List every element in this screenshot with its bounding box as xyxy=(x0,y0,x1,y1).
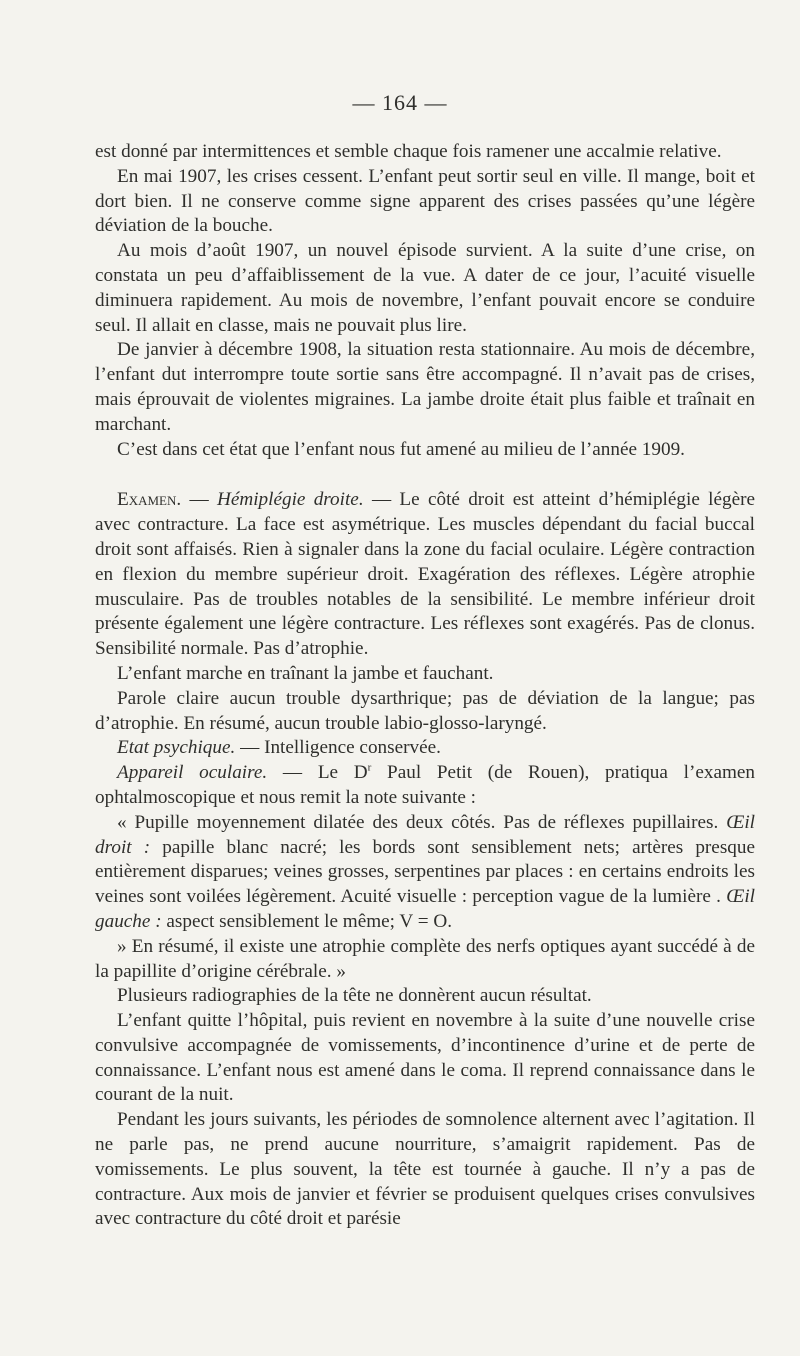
paragraph: Plusieurs radiographies de la tête ne donnèrent aucun résultat. xyxy=(117,985,592,1007)
page-body xyxy=(95,140,755,1232)
paragraph-examen: Examen. — Hémiplégie droite. — Le côté droit est atteint d’hémiplégie légère avec contracture. La face est asymétrique. Les muscles dépendant du facial buccal droit sont affaisés. Rien à signaler dans la zone du facial oculaire. Légère contraction en flexion du membre supérieur droit. Exagération des réflexes. Légère atrophie musculaire. Pas de troubles notables de la sensibilité. Le membre inférieur droit présente également une légère contracture. Les réflexes sont exagérés. Pas de clonus. Sensibilité normale. Pas d’atrophie. xyxy=(95,489,755,660)
page-number: — 164 — xyxy=(352,90,448,115)
paragraph: De janvier à décembre 1908, la situation resta stationnaire. Au mois de décembre, l’enfant dut interrompre toute sortie sans être accompagné. Il n’avait pas de crises, mais éprouvait de violentes migraines. La jambe droite était plus faible et traînait en marchant. xyxy=(95,339,755,435)
paragraph: C’est dans cet état que l’enfant nous fut amené au milieu de l’année 1909. xyxy=(117,438,685,460)
paragraph-appareil-oculaire: Appareil oculaire. — Le $D^r$ Paul Petit (de Rouen), pratiqua l’examen ophtalmoscopique et nous remit la note suivante : xyxy=(95,761,755,808)
paragraph: Parole claire aucun trouble dysarthrique; pas de déviation de la langue; pas d’atrophie. En résumé, aucun trouble labio-glosso-laryngé. xyxy=(95,687,755,734)
paragraph: Pendant les jours suivants, les périodes de somnolence alternent avec l’agitation. Il ne parle pas, ne prend aucune nourriture, s’amaigrit rapidement. Pas de vomissements. Le plus souvent, la tête est tournée à gauche. Il n’y a pas de contracture. Aux mois de janvier et février se produisent quelques crises convulsives avec contracture du côté droit et parésie xyxy=(95,1109,755,1230)
paragraph: En mai 1907, les crises cessent. L’enfant peut sortir seul en ville. Il mange, boit et dort bien. Il ne conserve comme signe apparent des crises passées qu’une légère déviation de la bouche. xyxy=(95,165,755,237)
section-label-examen: Examen. xyxy=(117,489,182,511)
paragraph-quote: « Pupille moyennement dilatée des deux côtés. Pas de réflexes pupillaires. Œil droit : papille blanc nacré; les bords sont sensiblement nets; artères presque entièrement disparues; veines grosses, serpentines par places : en certains endroits les veines sont voilées légèrement. Acuité visuelle : perception vague de la lumière . Œil gauche : aspect sensiblement le même; V = O. xyxy=(95,811,755,932)
paragraph: L’enfant quitte l’hôpital, puis revient en novembre à la suite d’une nouvelle crise convulsive accompagnée de vomissements, d’incontinence d’urine et de perte de connaissance. L’enfant nous est amené dans le coma. Il reprend connaissance dans le courant de la nuit. xyxy=(95,1010,755,1106)
subheading-hemiplegie: Hémiplégie droite. xyxy=(216,489,364,511)
paragraph-etat-psychique: Etat psychique. — Intelligence conservée. xyxy=(117,737,441,759)
paragraph: Au mois d’août 1907, un nouvel épisode survient. A la suite d’une crise, on constata un peu d’affaiblissement de la vue. A dater de ce jour, l’acuité visuelle diminuera rapidement. Au mois de novembre, l’enfant pouvait encore se conduire seul. Il allait en classe, mais ne pouvait plus lire. xyxy=(95,240,755,336)
paragraph-quote-end: » En résumé, il existe une atrophie complète des nerfs optiques ayant succédé à de la papillite d’origine cérébrale. » xyxy=(95,935,755,982)
paragraph-continuation: est donné par intermittences et semble chaque fois ramener une accalmie relative. xyxy=(95,141,722,162)
subheading-appareil-oculaire: Appareil oculaire. xyxy=(117,762,268,784)
paragraph: L’enfant marche en traînant la jambe et fauchant. xyxy=(117,662,494,684)
subheading-etat-psychique: Etat psychique. xyxy=(117,737,236,759)
